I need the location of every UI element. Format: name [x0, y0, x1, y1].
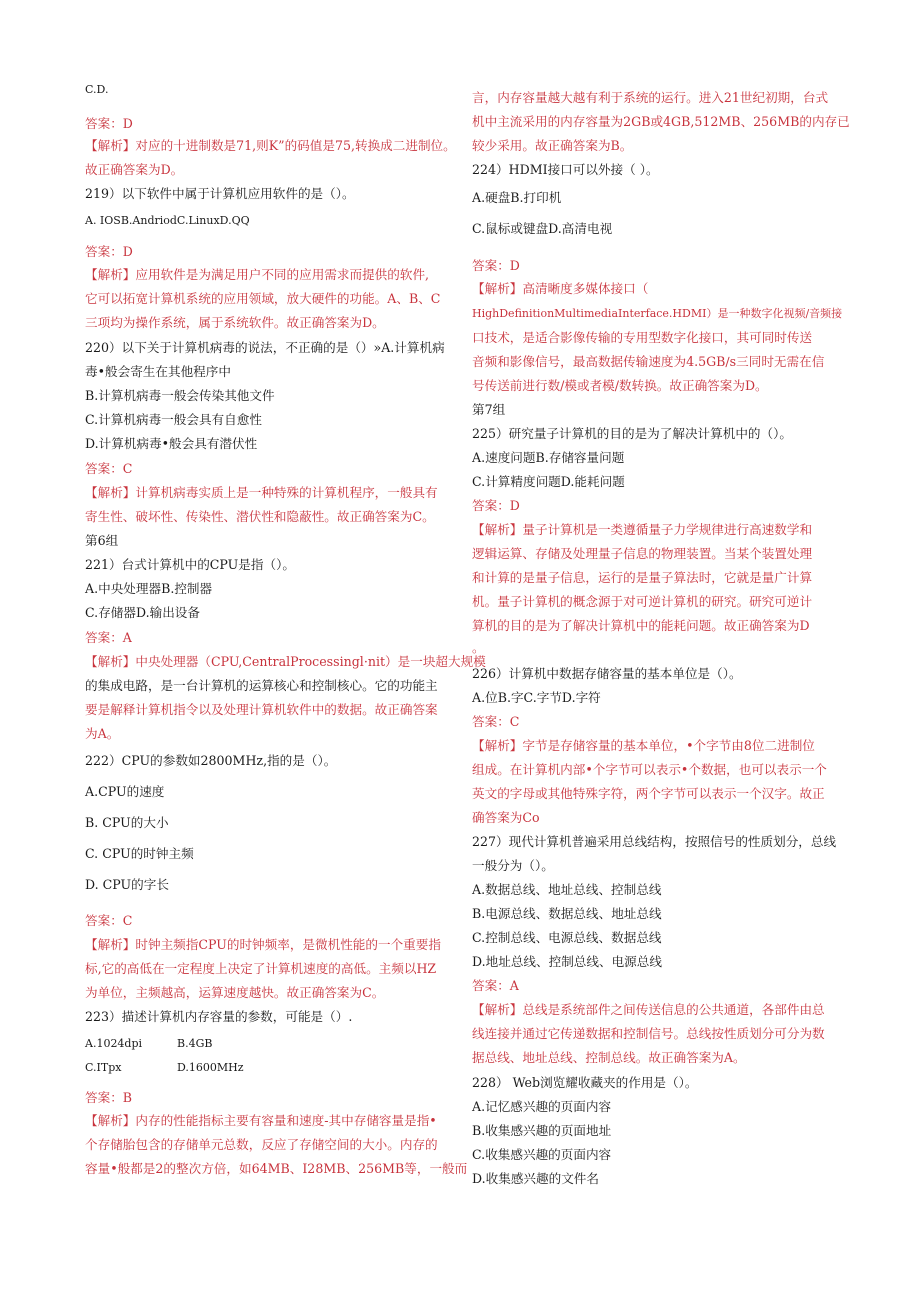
explanation-line: 【解析】计算机病毒实质上是一种特殊的计算机程序，一般具有 — [85, 485, 438, 500]
answer-line: 答案：D — [472, 258, 520, 273]
explanation-line: 英文的字母或其他特殊字符，两个字节可以表示一个汉字。故正 — [472, 786, 825, 801]
answer-line: 答案：A — [85, 630, 132, 645]
explanation-line: 算机的目的是为了解决计算机中的能耗问题。故正确答案为D — [472, 618, 810, 633]
explanation-line: 【解析】对应的十进制数是71,则K”的码值是75,转换成二进制位。 — [85, 138, 456, 153]
option-line: C.鼠标或键盘D.高清电视 — [472, 221, 613, 236]
explanation-line: 机。量子计算机的概念源于对可逆计算机的研究。研究可逆计 — [472, 594, 813, 609]
explanation-line: 为单位，主频越高，运算速度越快。故正确答案为C。 — [85, 985, 385, 1000]
option-line: A.硬盘B.打印机 — [472, 190, 562, 205]
explanation-line: 故正确答案为D。 — [85, 162, 184, 177]
option-line: B.计算机病毒一般会传染其他文件 — [85, 388, 275, 403]
option-line: A.速度问题B.存储容量问题 — [472, 450, 625, 465]
explanation-line: 线连接并通过它传递数据和控制信号。总线按性质划分可分为数 — [472, 1026, 825, 1041]
explanation-line: 容量•般都是2的整次方倍，如64MB、I28MB、256MB等，一般而 — [85, 1161, 468, 1176]
answer-line: 答案：C — [85, 461, 133, 476]
option-d: D.1600MHz — [177, 1061, 244, 1074]
explanation-line: 确答案为Co — [472, 810, 540, 825]
explanation-line: 据总线、地址总线、控制总线。故正确答案为A。 — [472, 1050, 746, 1065]
explanation-line: 的集成电路，是一台计算机的运算核心和控制核心。它的功能主 — [85, 678, 438, 693]
question-223: 223）描述计算机内存容量的参数，可能是（）. — [85, 1009, 353, 1024]
option-line: A.CPU的速度 — [85, 784, 165, 799]
group-heading: 第6组 — [85, 533, 119, 548]
option-line: C.计算精度问题D.能耗问题 — [472, 474, 625, 489]
answer-line: 答案：D — [472, 498, 520, 513]
option-b: B.4GB — [177, 1037, 213, 1050]
explanation-line: 号传送前进行数/模或者模/数转换。故正确答案为D。 — [472, 378, 768, 393]
explanation-line: 【解析】量子计算机是一类遵循量子力学规律进行高速数学和 — [472, 522, 813, 537]
explanation-line: HighDefinitionMultimediaInterface.HDMI）是一种数字化视频/音频接 — [472, 307, 843, 320]
explanation-line: 逻辑运算、存储及处理量子信息的物理装置。当某个装置处理 — [472, 546, 813, 561]
answer-line: 答案：D — [85, 244, 133, 259]
question-line: 一般分为（）。 — [472, 858, 554, 873]
explanation-line: 【解析】内存的性能指标主要有容量和速度-其中存储容量是指• — [85, 1113, 437, 1128]
option-a: A.1024dpi — [85, 1037, 143, 1050]
option-line: D.地址总线、控制总线、电源总线 — [472, 954, 662, 969]
explanation-line: 【解析】高清晰度多媒体接口（ — [472, 281, 649, 296]
option-line: C. CPU的时钟主频 — [85, 846, 194, 861]
explanation-line: 寄生性、破坏性、传染性、潜伏性和隐蔽性。故正确答案为C。 — [85, 509, 435, 524]
question-line: 毒•般会寄生在其他程序中 — [85, 364, 231, 379]
option-line: A.记忆感兴趣的页面内容 — [472, 1099, 612, 1114]
explanation-line: 口技术，是适合影像传输的专用型数字化接口，其可同时传送 — [472, 330, 813, 345]
answer-line: 答案：D — [85, 116, 133, 131]
explanation-line: 标,它的高低在一定程度上决定了计算机速度的高低。主频以HZ — [85, 961, 437, 976]
question-219: 219）以下软件中属于计算机应用软件的是（）。 — [85, 186, 355, 201]
question-225: 225）研究量子计算机的目的是为了解决计算机中的（）。 — [472, 426, 792, 441]
explanation-line: 机中主流采用的内存容量为2GB或4GB,512MB、256MB的内存已 — [472, 114, 850, 129]
explanation-line: 三项均为操作系统，属于系统软件。故正确答案为D。 — [85, 315, 385, 330]
question-224: 224）HDMI接口可以外接（ ）。 — [472, 162, 659, 177]
group-heading: 第7组 — [472, 402, 506, 417]
option-line: D.计算机病毒•般会具有潜伏性 — [85, 436, 258, 451]
option-c: C.ITpx — [85, 1061, 122, 1074]
explanation-line: 音频和影像信号，最高数据传输速度为4.5GB∕s三同时无需在信 — [472, 354, 825, 369]
option-line: A.中央处理器B.控制器 — [85, 581, 213, 596]
option-line — [85, 1060, 244, 1076]
option-line: B.电源总线、数据总线、地址总线 — [472, 906, 662, 921]
explanation-line: 【解析】时钟主频指CPU的时钟频率，是微机性能的一个重要指 — [85, 937, 441, 952]
option-line: B.收集感兴趣的页面地址 — [472, 1123, 612, 1138]
explanation-line: 【解析】中央处理器（CPU,CentralProcessingl·nit）是一块超大规模 — [85, 654, 486, 669]
question-220: 220）以下关于计算机病毒的说法，不正确的是（）»A.计算机病 — [85, 340, 445, 355]
explanation-line: 【解析】字节是存储容量的基本单位，•个字节由8位二进制位 — [472, 738, 815, 753]
option-line: C.存储器D.输出设备 — [85, 605, 200, 620]
option-line: D.收集感兴趣的文件名 — [472, 1171, 599, 1186]
option-line: A.位B.字C.字节D.字符 — [472, 690, 601, 705]
option-line: C.收集感兴趣的页面内容 — [472, 1147, 612, 1162]
explanation-line: 较少采用。故正确答案为B。 — [472, 138, 633, 153]
question-227: 227）现代计算机普遍采用总线结构，按照信号的性质划分，总线 — [472, 834, 837, 849]
explanation-line: 为A。 — [85, 726, 120, 741]
question-226: 226）计算机中数据存储容量的基本单位是（）。 — [472, 666, 742, 681]
option-line: D. CPU的字长 — [85, 877, 169, 892]
answer-line: 答案：B — [85, 1090, 133, 1105]
option-line: C.控制总线、电源总线、数据总线 — [472, 930, 662, 945]
answer-line: 答案：C — [472, 714, 520, 729]
explanation-line: 【解析】应用软件是为满足用户不同的应用需求而提供的软件, — [85, 267, 430, 282]
question-228: 228） Web浏览耀收藏夹的作用是（）。 — [472, 1075, 698, 1090]
explanation-line: 言，内存容量越大越有利于系统的运行。进入21世纪初期，台式 — [472, 90, 829, 105]
option-line: C.D. — [85, 83, 109, 96]
option-line: A.数据总线、地址总线、控制总线 — [472, 882, 662, 897]
explanation-line: 要是解释计算机指令以及处理计算机软件中的数据。故正确答案 — [85, 702, 438, 717]
option-line: B. CPU的大小 — [85, 815, 169, 830]
question-222: 222）CPU的参数如2800MHz,指的是（）。 — [85, 753, 337, 768]
explanation-line: 【解析】总线是系统部件之间传送信息的公共通道，各部件由总 — [472, 1002, 825, 1017]
answer-line: 答案：C — [85, 913, 133, 928]
option-line: A. IOSB.AndriodC.LinuxD.QQ — [85, 214, 250, 227]
explanation-line: 。 — [472, 640, 485, 655]
answer-line: 答案：A — [472, 978, 519, 993]
explanation-line: 个存储胎包含的存储单元总数，反应了存储空间的大小。内存的 — [85, 1137, 438, 1152]
option-line — [85, 1036, 213, 1052]
option-line: C.计算机病毒一般会具有自愈性 — [85, 412, 262, 427]
explanation-line: 它可以拓宽计算机系统的应用领域，放大硬件的功能。A、B、C — [85, 291, 441, 306]
explanation-line: 组成。在计算机内部•个字节可以表示•个数据，也可以表示一个 — [472, 762, 827, 777]
explanation-line: 和计算的是量子信息，运行的是量子算法时，它就是量广计算 — [472, 570, 813, 585]
question-221: 221）台式计算机中的CPU是指（）。 — [85, 557, 295, 572]
